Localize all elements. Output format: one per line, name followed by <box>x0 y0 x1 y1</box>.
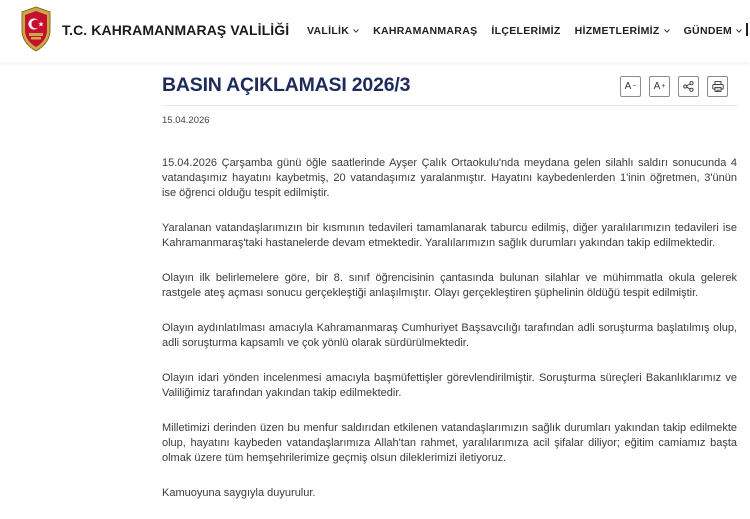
nav-item-overflow[interactable] <box>746 23 748 36</box>
article-paragraph: 15.04.2026 Çarşamba günü öğle saatlerinde Ayşer Çalık Ortaokulu'nda meydana gelen silahlı saldırı sonucunda 4 vatandaşımız hayatını kaybetmiş, 20 vatandaşımız yaralanmıştır. Hayatını kaybedenlerden 1'inin öğretmen, 3'ünün ise öğrenci olduğu tespit edilmiştir. <box>162 157 737 199</box>
article-paragraph: Milletimizi derinden üzen bu menfur saldırıdan etkilenen vatandaşlarımızın sağlık durumları yakından takip edilmekte olup, hayatını kaybeden vatandaşlarımıza Allah'tan rahmet, yaralılarımıza acil şifalar diliyor; eğitim camiamız başta olmak üzere tüm hemşehrilerimize geçmiş olsun dileklerimizi iletiyoruz. <box>162 422 737 464</box>
article-paragraph: Olayın ilk belirlemelere göre, bir 8. sınıf öğrencisinin çantasında bulunan silahlar ve mühimmatla okula gelerek rastgele ateş açması sonucu gerçekleştiği anlaşılmıştır. Olayı gerçekleştiren şüphelinin öldüğü tespit edilmiştir. <box>162 272 737 299</box>
article-paragraph: Olayın aydınlatılması amacıyla Kahramanmaraş Cumhuriyet Başsavcılığı tarafından adli soruşturma başlatılmış olup, adli soruşturma kapsamlı ve çok yönlü olarak sürdürülmektedir. <box>162 322 737 349</box>
share-icon <box>683 81 694 92</box>
nav-item-label: VALİLİK <box>307 25 350 37</box>
article-paragraph: Yaralanan vatandaşlarımızın bir kısmının tedavileri tamamlanarak taburcu edilmiş, diğer yaralılarımızın tedavileri ise Kahramanmaraş'taki hastanelerde devam etmektedir. Yaralılarımızın sağlık durumları yakından takip edilmektedir. <box>162 222 737 249</box>
article-tools <box>620 76 736 97</box>
print-icon <box>712 81 724 92</box>
share-button[interactable] <box>678 76 699 97</box>
font-decrease-label: A <box>624 81 632 92</box>
font-decrease-button[interactable] <box>620 76 641 97</box>
publish-date: 15.04.2026 <box>162 115 210 126</box>
article-paragraph: Olayın idari yönden incelenmesi amacıyla başmüfettişler görevlendirilmiştir. Soruşturma süreçleri Bakanlıklarımız ve Valiliğimiz tarafından yakından takip edilmektedir. <box>162 372 737 399</box>
print-button[interactable] <box>707 76 728 97</box>
site-header <box>0 0 750 62</box>
font-increase-label: A <box>653 81 661 92</box>
chevron-down-icon <box>353 28 359 34</box>
font-increase-sign: + <box>661 83 666 90</box>
nav-item-gundem[interactable] <box>684 25 742 37</box>
main-nav <box>307 25 750 37</box>
font-increase-button[interactable] <box>649 76 670 97</box>
nav-item-ilcelerimiz[interactable] <box>491 25 560 37</box>
nav-item-kahramanmaras[interactable] <box>373 25 477 37</box>
article-body <box>162 156 737 519</box>
nav-item-hizmetlerimiz[interactable] <box>575 25 670 37</box>
page-title: BASIN AÇIKLAMASI 2026/3 <box>162 74 411 96</box>
valilik-logo-icon[interactable] <box>20 6 52 52</box>
title-divider <box>162 105 737 106</box>
nav-item-label: HİZMETLERİMİZ <box>574 25 660 37</box>
chevron-down-icon <box>664 28 670 34</box>
article-paragraph: Kamuoyuna saygıyla duyurulur. <box>162 487 316 499</box>
site-title[interactable]: T.C. KAHRAMANMARAŞ VALİLİĞİ <box>62 22 290 38</box>
nav-item-valilik[interactable] <box>307 25 359 37</box>
nav-item-label: GÜNDEM <box>683 25 733 37</box>
font-decrease-sign: − <box>632 83 637 90</box>
nav-item-label: KAHRAMANMARAŞ <box>373 25 478 37</box>
nav-item-label: İLÇELERİMİZ <box>491 25 561 37</box>
chevron-down-icon <box>736 28 742 34</box>
